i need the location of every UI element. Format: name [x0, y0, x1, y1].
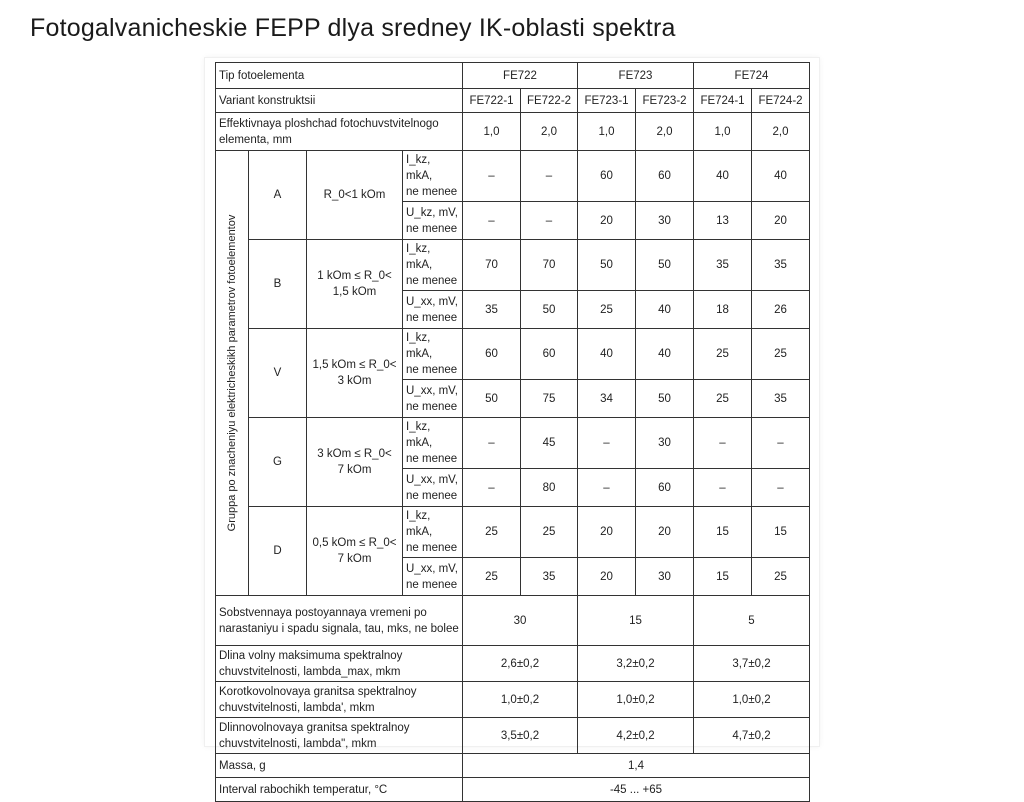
param-label: I_kz, mkA, ne menee	[403, 329, 463, 380]
value-cell: 30	[636, 558, 694, 596]
label-type: Tip fotoelementa	[216, 63, 463, 89]
value-cell: 4,2±0,2	[578, 718, 694, 754]
value-cell: –	[578, 418, 636, 469]
group-letter: B	[249, 240, 307, 329]
value-cell: 30	[636, 202, 694, 240]
value-cell: –	[752, 469, 810, 507]
area-cell: 2,0	[521, 113, 578, 151]
variant-cell: FE723-1	[578, 89, 636, 113]
value-cell: 25	[752, 558, 810, 596]
group-condition: R_0<1 kOm	[307, 151, 403, 240]
value-cell: 15	[578, 596, 694, 646]
value-cell: 25	[694, 329, 752, 380]
area-cell: 2,0	[752, 113, 810, 151]
value-cell: 25	[463, 558, 521, 596]
value-cell: –	[694, 469, 752, 507]
value-cell: 3,7±0,2	[694, 646, 810, 682]
row-time-constant	[216, 596, 810, 646]
param-label: I_kz, mkA, ne menee	[403, 418, 463, 469]
value-cell: 1,0±0,2	[463, 682, 578, 718]
row-area	[216, 113, 810, 151]
label-peak-wavelength: Dlina volny maksimuma spektralnoy chuvstvitelnosti, lambda_max, mkm	[216, 646, 463, 682]
value-cell: 50	[636, 380, 694, 418]
value-cell: 40	[694, 151, 752, 202]
value-cell: 15	[752, 507, 810, 558]
value-cell: 25	[578, 291, 636, 329]
value-cell: –	[752, 418, 810, 469]
value-cell: 60	[521, 329, 578, 380]
value-cell: 25	[521, 507, 578, 558]
row-temperature	[216, 778, 810, 802]
group-vertical-label: Gruppa po znacheniyu elektricheskikh parametrov fotoelementov	[226, 214, 238, 532]
value-cell: –	[463, 151, 521, 202]
variant-cell: FE723-2	[636, 89, 694, 113]
table-image	[205, 58, 819, 796]
variant-cell: FE724-1	[694, 89, 752, 113]
value-cell: 25	[752, 329, 810, 380]
label-long-wave-limit: Dlinnovolnovaya granitsa spektralnoy chuvstvitelnosti, lambda", mkm	[216, 718, 463, 754]
variant-cell: FE722-1	[463, 89, 521, 113]
param-label: U_kz, mV, ne menee	[403, 202, 463, 240]
param-label: U_xx, mV, ne menee	[403, 558, 463, 596]
group-condition: 1,5 kOm ≤ R_0< 3 kOm	[307, 329, 403, 418]
value-cell: 30	[636, 418, 694, 469]
value-cell: 60	[578, 151, 636, 202]
row-mass	[216, 754, 810, 778]
value-cell: 45	[521, 418, 578, 469]
value-cell: 35	[694, 240, 752, 291]
value-cell: 40	[636, 291, 694, 329]
model-fe722: FE722	[463, 63, 578, 89]
group-letter: A	[249, 151, 307, 240]
label-temperature: Interval rabochikh temperatur, °C	[216, 778, 463, 802]
value-cell: 3,5±0,2	[463, 718, 578, 754]
row-short-wave-limit	[216, 682, 810, 718]
row-group-g-1	[216, 418, 810, 469]
value-cell: 30	[463, 596, 578, 646]
value-cell: 3,2±0,2	[578, 646, 694, 682]
row-type	[216, 63, 810, 89]
area-cell: 1,0	[578, 113, 636, 151]
row-group-v-1	[216, 329, 810, 380]
label-time-constant: Sobstvennaya postoyannaya vremeni po narastaniyu i spadu signala, tau, mks, ne bolee	[216, 596, 463, 646]
value-cell: 50	[521, 291, 578, 329]
value-temperature: -45 ... +65	[463, 778, 810, 802]
group-letter: G	[249, 418, 307, 507]
value-cell: 20	[578, 202, 636, 240]
value-cell: –	[694, 418, 752, 469]
group-letter: D	[249, 507, 307, 596]
param-label: U_xx, mV, ne menee	[403, 380, 463, 418]
value-cell: 80	[521, 469, 578, 507]
value-cell: 2,6±0,2	[463, 646, 578, 682]
value-cell: 20	[578, 507, 636, 558]
value-cell: –	[463, 202, 521, 240]
value-cell: –	[463, 469, 521, 507]
value-cell: 70	[521, 240, 578, 291]
value-cell: 40	[636, 329, 694, 380]
label-area: Effektivnaya ploshchad fotochuvstvitelnogo elementa, mm	[216, 113, 463, 151]
value-cell: 60	[463, 329, 521, 380]
value-cell: 25	[463, 507, 521, 558]
variant-cell: FE722-2	[521, 89, 578, 113]
label-mass: Massa, g	[216, 754, 463, 778]
group-vertical-header	[216, 151, 249, 596]
variant-cell: FE724-2	[752, 89, 810, 113]
value-cell: 1,0±0,2	[694, 682, 810, 718]
value-cell: 35	[521, 558, 578, 596]
value-cell: 26	[752, 291, 810, 329]
model-fe724: FE724	[694, 63, 810, 89]
param-label: I_kz, mkA, ne menee	[403, 507, 463, 558]
value-cell: 70	[463, 240, 521, 291]
param-label: U_xx, mV, ne menee	[403, 291, 463, 329]
value-cell: 5	[694, 596, 810, 646]
group-letter: V	[249, 329, 307, 418]
slide-title: Fotogalvanicheskie FEPP dlya sredney IK-oblasti spektra	[30, 14, 676, 42]
area-cell: 2,0	[636, 113, 694, 151]
area-cell: 1,0	[694, 113, 752, 151]
value-cell: –	[463, 418, 521, 469]
value-cell: 13	[694, 202, 752, 240]
value-cell: 20	[636, 507, 694, 558]
value-mass: 1,4	[463, 754, 810, 778]
label-short-wave-limit: Korotkovolnovaya granitsa spektralnoy chuvstvitelnosti, lambda', mkm	[216, 682, 463, 718]
row-long-wave-limit	[216, 718, 810, 754]
value-cell: 35	[752, 380, 810, 418]
value-cell: 40	[752, 151, 810, 202]
value-cell: 4,7±0,2	[694, 718, 810, 754]
row-variant	[216, 89, 810, 113]
value-cell: 15	[694, 558, 752, 596]
value-cell: 75	[521, 380, 578, 418]
value-cell: 60	[636, 151, 694, 202]
value-cell: 18	[694, 291, 752, 329]
group-condition: 0,5 kOm ≤ R_0< 7 kOm	[307, 507, 403, 596]
param-label: U_xx, mV, ne menee	[403, 469, 463, 507]
value-cell: –	[521, 202, 578, 240]
spec-table	[215, 62, 810, 802]
value-cell: 50	[463, 380, 521, 418]
value-cell: 35	[752, 240, 810, 291]
value-cell: 20	[578, 558, 636, 596]
value-cell: 1,0±0,2	[578, 682, 694, 718]
value-cell: 50	[578, 240, 636, 291]
value-cell: 25	[694, 380, 752, 418]
area-cell: 1,0	[463, 113, 521, 151]
value-cell: 40	[578, 329, 636, 380]
row-group-d-1	[216, 507, 810, 558]
value-cell: 35	[463, 291, 521, 329]
value-cell: 20	[752, 202, 810, 240]
value-cell: 34	[578, 380, 636, 418]
group-condition: 1 kOm ≤ R_0< 1,5 kOm	[307, 240, 403, 329]
param-label: I_kz, mkA, ne menee	[403, 240, 463, 291]
value-cell: 50	[636, 240, 694, 291]
value-cell: –	[521, 151, 578, 202]
group-condition: 3 kOm ≤ R_0< 7 kOm	[307, 418, 403, 507]
row-peak-wavelength	[216, 646, 810, 682]
value-cell: 60	[636, 469, 694, 507]
value-cell: –	[578, 469, 636, 507]
param-label: I_kz, mkA, ne menee	[403, 151, 463, 202]
model-fe723: FE723	[578, 63, 694, 89]
label-variant: Variant konstruktsii	[216, 89, 463, 113]
value-cell: 15	[694, 507, 752, 558]
row-group-a-1	[216, 151, 810, 202]
row-group-b-1	[216, 240, 810, 291]
